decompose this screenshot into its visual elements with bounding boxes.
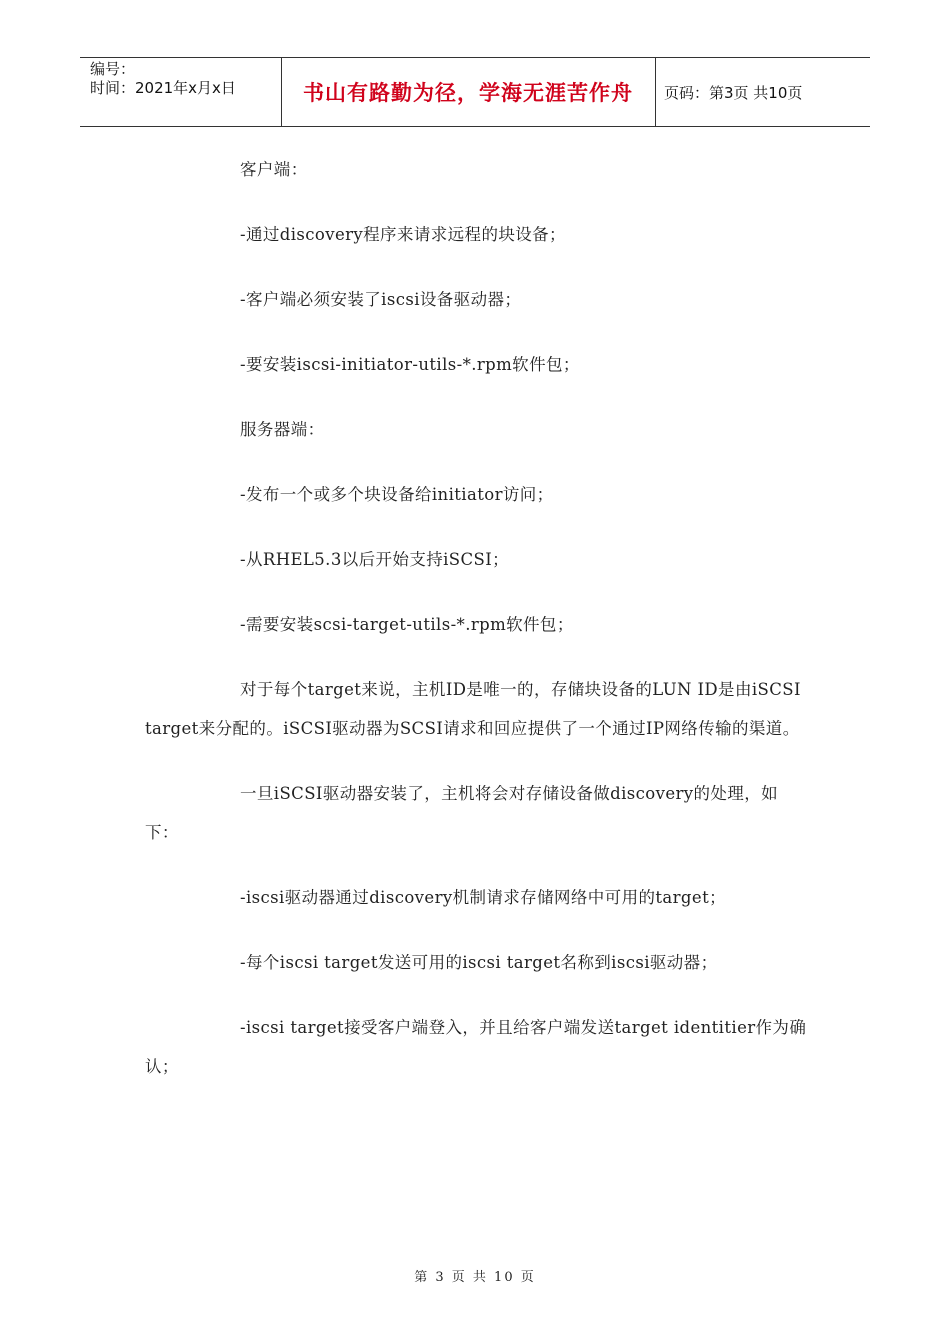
page-footer: 第 3 页 共 10 页 bbox=[414, 1270, 536, 1285]
paragraph: -从RHEL5.3以后开始支持iSCSI； bbox=[240, 550, 510, 569]
document-time-label: 时间：2021年x月x日 bbox=[90, 79, 236, 97]
paragraph: -每个iscsi target发送可用的iscsi target名称到iscsi驱动器； bbox=[240, 953, 718, 972]
paragraph: -通过discovery程序来请求远程的块设备； bbox=[240, 225, 566, 244]
paragraph: -需要安装scsi-target-utils-*.rpm软件包； bbox=[240, 615, 574, 634]
header-divider bbox=[655, 58, 656, 126]
page-header bbox=[80, 57, 870, 127]
paragraph: -iscsi驱动器通过discovery机制请求存储网络中可用的target； bbox=[240, 888, 726, 907]
paragraph: -客户端必须安装了iscsi设备驱动器； bbox=[240, 290, 522, 309]
paragraph: -要安装iscsi-initiator-utils-*.rpm软件包； bbox=[240, 355, 580, 374]
paragraph: 服务器端： bbox=[240, 420, 325, 439]
header-page-info: 页码：第3页 共10页 bbox=[664, 83, 803, 102]
paragraph: 对于每个target来说，主机ID是唯一的，存储块设备的LUN ID是由iSCSI target来分配的。iSCSI驱动器为SCSI请求和回应提供了一个通过IP网络传输的渠道。 bbox=[145, 680, 801, 738]
document-body bbox=[145, 150, 807, 1112]
paragraph: -发布一个或多个块设备给initiator访问； bbox=[240, 485, 554, 504]
paragraph: -iscsi target接受客户端登入，并且给客户端发送target identitier作为确认； bbox=[145, 1018, 807, 1076]
paragraph: 客户端： bbox=[240, 160, 308, 179]
header-motto: 书山有路勤为径，学海无涯苦作舟 bbox=[303, 81, 633, 105]
document-number-label: 编号： bbox=[90, 60, 136, 78]
paragraph: 一旦iSCSI驱动器安装了，主机将会对存储设备做discovery的处理，如下： bbox=[145, 784, 779, 842]
header-meta bbox=[90, 60, 280, 98]
